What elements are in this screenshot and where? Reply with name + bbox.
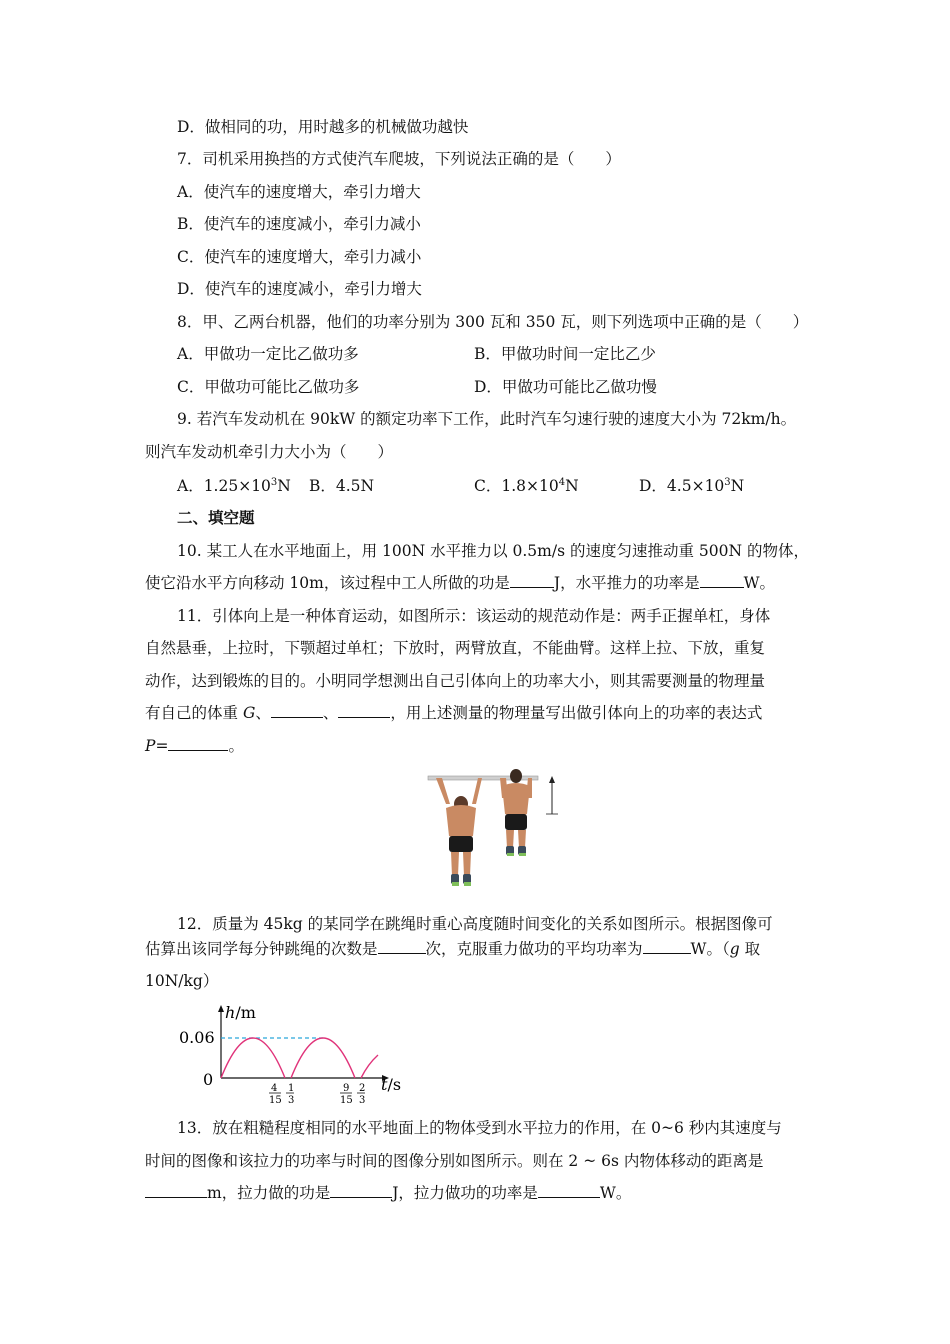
jump-arc-1 <box>221 1038 285 1078</box>
svg-text:4: 4 <box>271 1083 278 1094</box>
q7-stem: 7．司机采用换挡的方式使汽车爬坡，下列说法正确的是（ ） <box>177 150 621 168</box>
q11-line5: P= 。 <box>145 737 244 755</box>
x-tick-9-15 <box>340 1083 353 1106</box>
pullup-figure <box>428 764 560 896</box>
q12-blank-power[interactable] <box>643 939 691 954</box>
jump-arc-3-partial <box>361 1055 378 1078</box>
q12-line2: 估算出该同学每分钟跳绳的次数是 次，克服重力做功的平均功率为 W。（g 取 <box>145 940 761 958</box>
svg-text:9: 9 <box>343 1083 350 1094</box>
q12-line3: 10N/kg） <box>145 972 219 990</box>
q7-option-b: B．使汽车的速度减小，牵引力减小 <box>177 215 421 233</box>
svg-text:2: 2 <box>359 1083 366 1094</box>
q9-option-a: A．$1.25\times 10^3N$ <box>177 476 291 495</box>
q10-blank-work[interactable] <box>510 573 554 588</box>
svg-text:3: 3 <box>359 1095 366 1106</box>
q7-option-a: A．使汽车的速度增大，牵引力增大 <box>177 183 421 201</box>
q13-blank-work[interactable] <box>330 1183 392 1198</box>
q8-option-a: A．甲做功一定比乙做功多 <box>177 345 359 363</box>
q8-option-d: D．甲做功可能比乙做功慢 <box>474 378 657 396</box>
q11-blank-expression[interactable] <box>168 736 228 751</box>
origin-label: 0 <box>203 1070 214 1089</box>
y-tick-label: 0.06 <box>179 1028 215 1047</box>
section-title: 二、填空题 <box>177 508 255 527</box>
q13-blank-distance[interactable] <box>145 1183 207 1198</box>
x-axis-label: t/s <box>381 1075 402 1094</box>
jump-arc-2 <box>291 1038 355 1078</box>
q13-line1: 13．放在粗糙程度相同的水平地面上的物体受到水平拉力的作用，在 0~6 秒内其速度与 <box>177 1119 782 1137</box>
x-tick-4-15 <box>269 1083 282 1106</box>
q10-blank-power[interactable] <box>700 573 744 588</box>
x-tick-1-3 <box>286 1083 294 1106</box>
pullup-illustration <box>428 764 560 896</box>
q8-option-b: B．甲做功时间一定比乙少 <box>474 345 656 363</box>
q6-option-d: D．做相同的功，用时越多的机械做功越快 <box>177 118 469 136</box>
svg-text:15: 15 <box>269 1095 282 1106</box>
q12-line1: 12．质量为 45kg 的某同学在跳绳时重心高度随时间变化的关系如图所示。根据图像可 <box>177 915 773 933</box>
y-axis-label: h/m <box>225 1003 256 1022</box>
q9-option-c: C．$1.8\times 10^4N$ <box>474 476 579 495</box>
q11-blank-2[interactable] <box>338 703 390 718</box>
y-axis-arrow <box>218 1005 224 1012</box>
height-time-graph <box>175 998 415 1106</box>
q11-line4: 有自己的体重 G、 、 ，用上述测量的物理量写出做引体向上的功率的表达式 <box>145 704 763 722</box>
height-time-chart <box>175 998 415 1106</box>
q10-line1: 10. 某工人在水平地面上，用 100N 水平推力以 0.5m/s 的速度匀速推动重 500N 的物体， <box>177 542 809 560</box>
q13-blank-power[interactable] <box>538 1183 600 1198</box>
x-tick-2-3 <box>357 1083 365 1106</box>
q13-line2: 时间的图像和该拉力的功率与时间的图像分别如图所示。则在 2 ~ 6s 内物体移动的距离是 <box>145 1152 764 1170</box>
q13-line3: m，拉力做的功是 J，拉力做功的功率是 W。 <box>145 1183 631 1203</box>
q7-option-c: C．使汽车的速度增大，牵引力减小 <box>177 248 422 266</box>
q11-line2: 自然悬垂，上拉时，下颚超过单杠；下放时，两臂放直，不能曲臂。这样上拉、下放，重复 <box>145 639 766 657</box>
q9-line1: 9. 若汽车发动机在 90kW 的额定功率下工作，此时汽车匀速行驶的速度大小为 72km/h。 <box>177 410 797 428</box>
svg-text:1: 1 <box>288 1083 295 1094</box>
q10-line2: 使它沿水平方向移动 10m，该过程中工人所做的功是 J，水平推力的功率是 W。 <box>145 574 776 592</box>
q9-option-d: D．$4.5\times 10^3N$ <box>639 476 745 495</box>
q12-blank-count[interactable] <box>378 939 426 954</box>
q11-blank-1[interactable] <box>271 703 323 718</box>
svg-text:15: 15 <box>340 1095 353 1106</box>
q11-line1: 11．引体向上是一种体育运动，如图所示：该运动的规范动作是：两手正握单杠，身体 <box>177 607 771 625</box>
q9-line2: 则汽车发动机牵引力大小为（ ） <box>145 443 394 461</box>
q11-line3: 动作，达到锻炼的目的。小明同学想测出自己引体向上的功率大小，则其需要测量的物理量 <box>145 672 766 690</box>
q7-option-d: D．使汽车的速度减小，牵引力增大 <box>177 280 422 298</box>
q8-option-c: C．甲做功可能比乙做功多 <box>177 378 360 396</box>
q9-option-b: B．4.5N <box>309 477 375 495</box>
svg-text:3: 3 <box>288 1095 295 1106</box>
q8-stem: 8．甲、乙两台机器，他们的功率分别为 300 瓦和 350 瓦，则下列选项中正确的是（ ） <box>177 313 809 331</box>
